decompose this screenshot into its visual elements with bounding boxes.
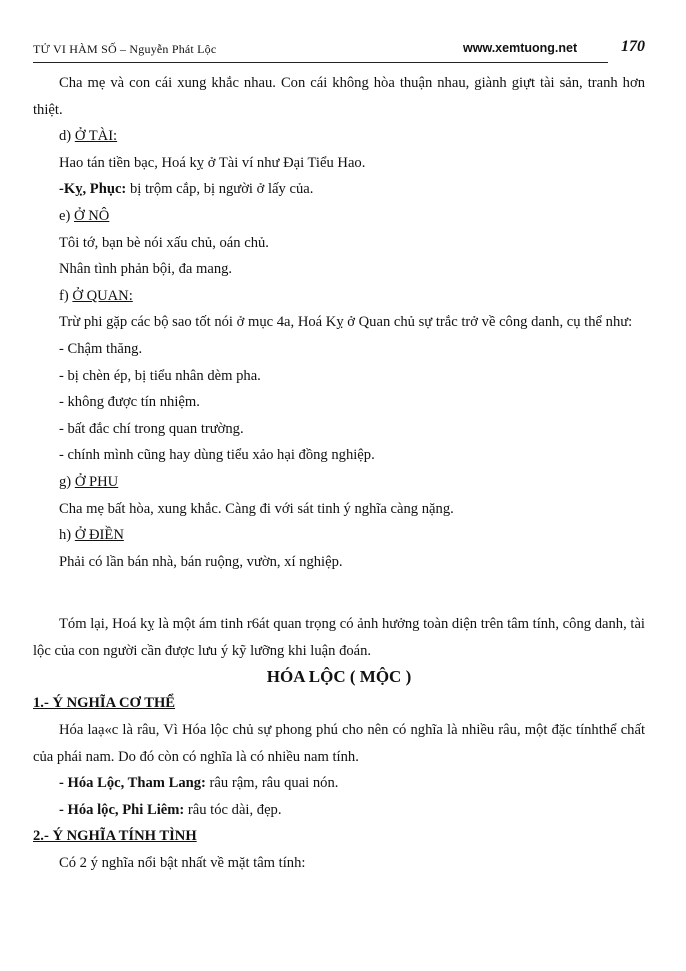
subsection-prefix: e) xyxy=(59,207,74,224)
bold-term: - Hóa lộc, Phi Liêm: xyxy=(59,801,185,818)
list-item xyxy=(33,770,645,797)
paragraph xyxy=(33,176,645,203)
summary-paragraph: Tóm lại, Hoá kỵ là một ám tinh r6át quan trọng có ảnh hưởng toàn diện trên tâm tính, công danh, tài lộc của con người cần được lưu ý kỹ lưỡng khi luận đoán. xyxy=(33,616,645,659)
chapter-title: HÓA LỘC ( MỘC ) xyxy=(266,667,412,687)
list-item: - chính mình cũng hay dùng tiểu xảo hại đồng nghiệp. xyxy=(59,447,375,464)
section-heading: 2.- Ý NGHĨA TÍNH TÌNH xyxy=(33,828,197,845)
list-item-text: râu rậm, râu quai nón. xyxy=(205,775,339,792)
book-title: TỬ VI HÀM SỐ – Nguyễn Phát Lộc xyxy=(33,42,217,56)
subsection-prefix: g) xyxy=(59,473,75,490)
header-rule xyxy=(33,62,608,63)
subsection-g xyxy=(33,469,645,496)
subsection-label: Ở TÀI: xyxy=(74,128,118,145)
bold-term: -Kỵ, Phục: xyxy=(59,181,127,198)
paragraph: Nhân tình phản bội, đa mang. xyxy=(59,261,233,278)
section-heading: 1.- Ý NGHĨA CƠ THỂ xyxy=(33,695,176,712)
list-item: - Chậm thăng. xyxy=(59,340,143,357)
page-number: 170 xyxy=(621,38,645,55)
list-item: - không được tín nhiệm. xyxy=(59,394,200,411)
paragraph: Trừ phi gặp các bộ sao tốt nói ở mục 4a, Hoá Kỵ ở Quan chủ sự trắc trở về công danh, cụ thể như: xyxy=(59,314,633,331)
subsection-h xyxy=(33,522,645,549)
list-item xyxy=(33,797,645,824)
subsection-label: Ở QUAN: xyxy=(72,287,133,304)
list-item: - bất đắc chí trong quan trường. xyxy=(59,420,244,437)
subsection-prefix: f) xyxy=(59,287,73,304)
subsection-d xyxy=(33,123,645,150)
subsection-e xyxy=(33,203,645,230)
subsection-label: Ở NÔ xyxy=(74,207,110,224)
website-link[interactable]: www.xemtuong.net xyxy=(463,41,578,55)
paragraph: Cha mẹ bất hòa, xung khắc. Càng đi với sát tinh ý nghĩa càng nặng. xyxy=(59,500,454,517)
paragraph: Hao tán tiền bạc, Hoá kỵ ở Tài ví như Đại Tiểu Hao. xyxy=(59,154,366,171)
spacer xyxy=(33,601,645,611)
subsection-label: Ở PHU xyxy=(74,473,119,490)
subsection-label: Ở ĐIỀN xyxy=(74,527,124,544)
subsection-prefix: d) xyxy=(59,128,75,145)
subsection-prefix: h) xyxy=(59,527,75,544)
list-item-text: râu tóc dài, đẹp. xyxy=(184,801,282,818)
spacer xyxy=(33,575,645,601)
page-content xyxy=(33,70,645,877)
paragraph: Phải có lần bán nhà, bán ruộng, vườn, xí nghiệp. xyxy=(59,553,343,570)
list-item: - bị chèn ép, bị tiểu nhân dèm pha. xyxy=(59,367,261,384)
paragraph: Cha mẹ và con cái xung khắc nhau. Con cái không hòa thuận nhau, giành giựt tài sản, tranh hơn thiệt. xyxy=(33,75,645,118)
page-header xyxy=(33,38,651,64)
paragraph: Hóa laạ«c là râu, Vì Hóa lộc chủ sự phong phú cho nên có nghĩa là nhiều râu, một đặc tínhthể chất của phái nam. Do đó còn có nghĩa là có nhiều nam tính. xyxy=(33,722,645,765)
paragraph-text: bị trộm cắp, bị người ở lấy của. xyxy=(126,181,314,198)
paragraph: Có 2 ý nghĩa nổi bật nhất về mặt tâm tính: xyxy=(59,855,306,872)
bold-term: - Hóa Lộc, Tham Lang: xyxy=(59,775,206,792)
paragraph: Tôi tớ, bạn bè nói xấu chủ, oán chủ. xyxy=(59,234,269,251)
subsection-f xyxy=(33,283,645,310)
